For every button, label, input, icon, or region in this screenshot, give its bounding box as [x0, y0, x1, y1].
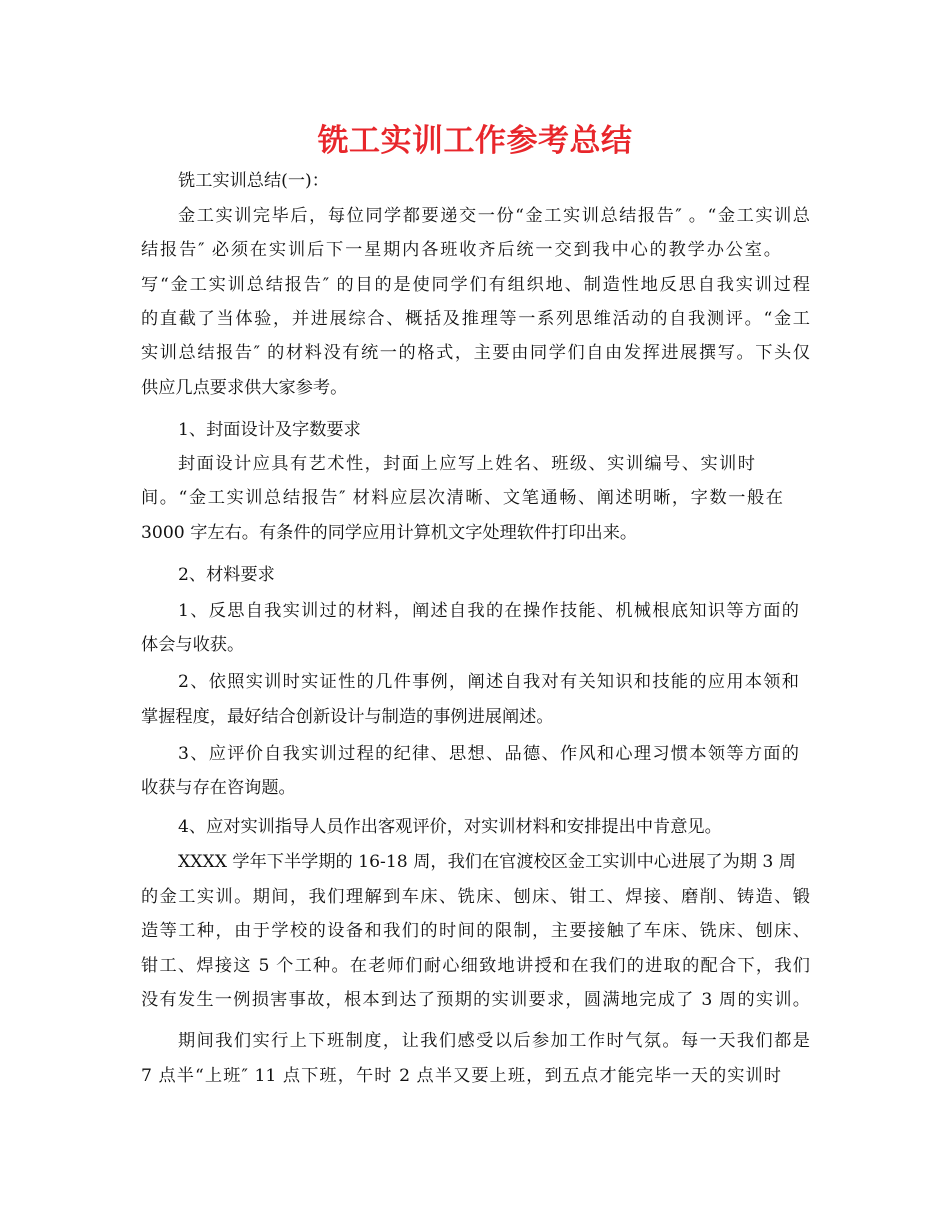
paragraph-line: 实训总结报告″ 的材料没有统一的格式，主要由同学们自由发挥进展撰写。下头仅 — [141, 343, 810, 363]
paragraph-line: 供应几点要求供大家参考。 — [141, 378, 348, 398]
paragraph-line: 间。“金工实训总结报告″ 材料应层次清晰、文笔通畅、阐述明晰，字数一般在 — [141, 488, 783, 508]
paragraph-line: 期间我们实行上下班制度，让我们感受以后参加工作时气氛。每一天我们都是 — [178, 1031, 810, 1051]
paragraph-line: 1、反思自我实训过的材料，阐述自我的在操作技能、机械根底知识等方面的 — [178, 601, 799, 621]
paragraph-line: 造等工种，由于学校的设备和我们的时间的限制，主要接触了车床、铣床、刨床、 — [141, 921, 810, 941]
paragraph-line: 结报告″ 必须在实训后下一星期内各班收齐后统一交到我中心的教学办公室。 — [141, 240, 781, 260]
paragraph-line: 没有发生一例损害事故，根本到达了预期的实训要求，圆满地完成了 3 周的实训。 — [141, 990, 810, 1010]
paragraph-line: 收获与存在咨询题。 — [141, 778, 296, 798]
section-heading: 铣工实训总结(一)： — [178, 171, 329, 191]
section-heading: 2、材料要求 — [178, 565, 275, 585]
paragraph-line: 的直截了当体验，并进展综合、概括及推理等一系列思维活动的自我测评。“金工 — [141, 309, 810, 329]
document-title: 铣工实训工作参考总结 — [317, 123, 633, 159]
paragraph-line: 体会与收获。 — [141, 635, 245, 655]
paragraph-line: 封面设计应具有艺术性，封面上应写上姓名、班级、实训编号、实训时 — [178, 454, 755, 474]
paragraph-line: 3、应评价自我实训过程的纪律、思想、品德、作风和心理习惯本领等方面的 — [178, 744, 799, 764]
paragraph-line: 2、依照实训时实证性的几件事例，阐述自我对有关知识和技能的应用本领和 — [178, 672, 799, 692]
paragraph-line: 3000 字左右。有条件的同学应用计算机文字处理软件打印出来。 — [141, 523, 638, 543]
paragraph-line: 写“金工实训总结报告″ 的目的是使同学们有组织地、制造性地反思自我实训过程 — [141, 275, 810, 295]
paragraph-line: 4、应对实训指导人员作出客观评价，对实训材料和安排提出中肯意见。 — [178, 817, 722, 837]
paragraph-line: 的金工实训。期间，我们理解到车床、铣床、刨床、钳工、焊接、磨削、铸造、锻 — [141, 887, 810, 907]
paragraph-line: 钳工、焊接这 5 个工种。在老师们耐心细致地讲授和在我们的进取的配合下，我们 — [141, 956, 810, 976]
paragraph-line: XXXX 学年下半学期的 16-18 周，我们在官渡校区金工实训中心进展了为期 3 周 — [178, 852, 796, 872]
section-heading: 1、封面设计及字数要求 — [178, 420, 361, 440]
paragraph-line: 7 点半“上班″ 11 点下班，午时 2 点半又要上班，到五点才能完毕一天的实训时 — [141, 1066, 781, 1086]
paragraph-line: 金工实训完毕后，每位同学都要递交一份“金工实训总结报告″ 。“金工实训总 — [178, 206, 810, 226]
paragraph-line: 掌握程度，最好结合创新设计与制造的事例进展阐述。 — [141, 707, 554, 727]
